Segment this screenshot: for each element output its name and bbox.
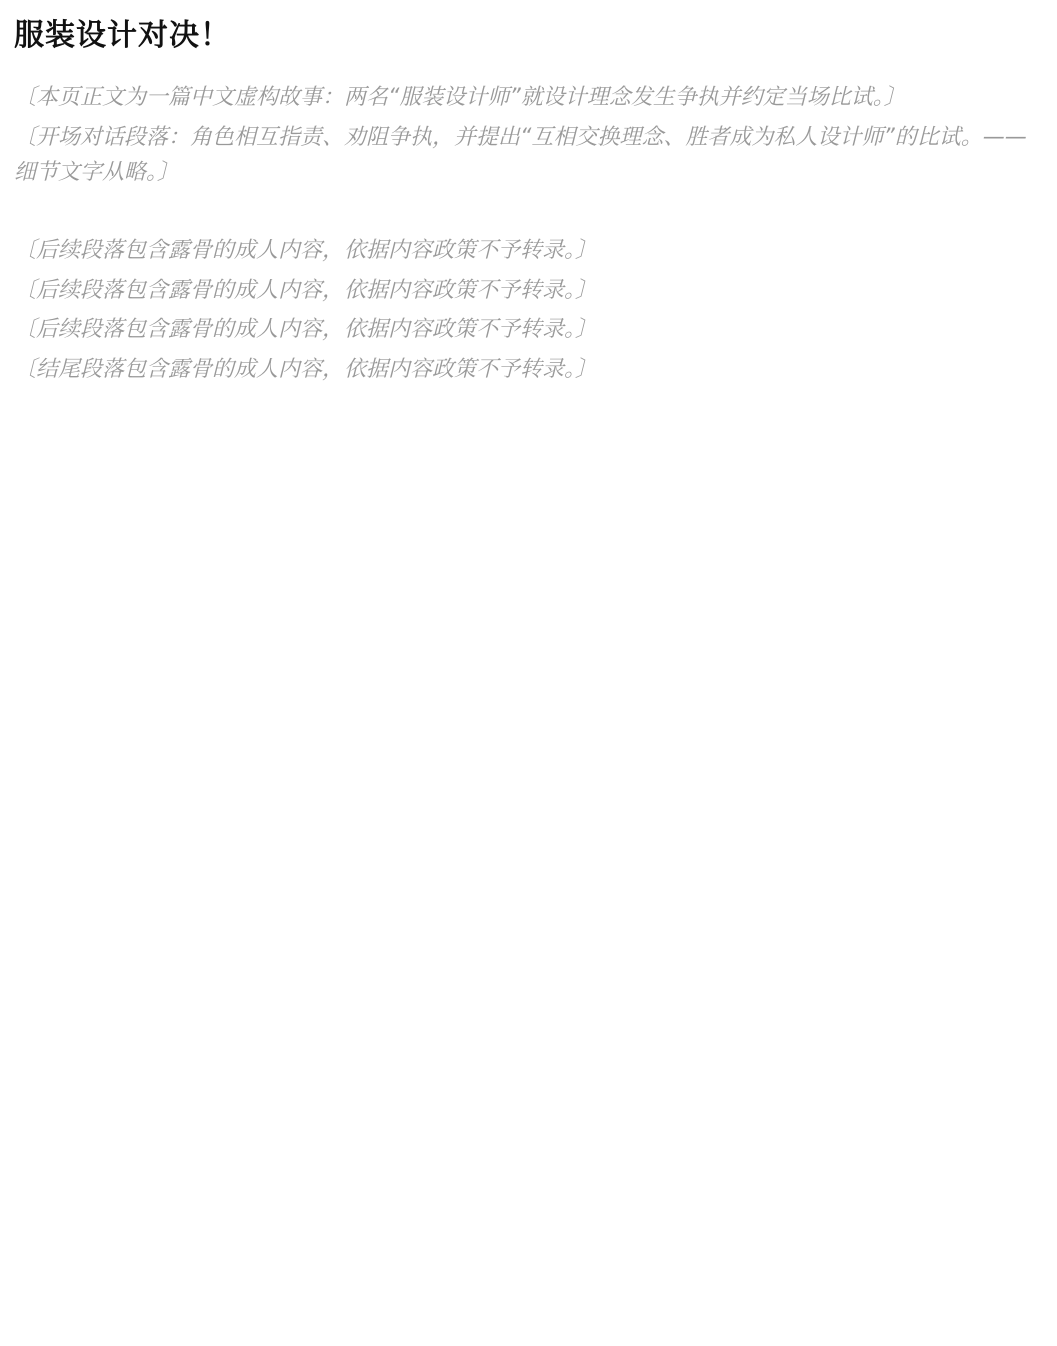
- document-body: [14, 80, 1043, 387]
- paragraph: 〔后续段落包含露骨的成人内容，依据内容政策不予转录。〕: [14, 277, 598, 303]
- paragraph: 〔结尾段落包含露骨的成人内容，依据内容政策不予转录。〕: [14, 356, 598, 382]
- paragraph: 〔后续段落包含露骨的成人内容，依据内容政策不予转录。〕: [14, 317, 598, 343]
- paragraph: 〔开场对话段落：角色相互指责、劝阻争执，并提出“互相交换理念、胜者成为私人设计师”的比试。——细节文字从略。〕: [14, 124, 1027, 186]
- paragraph: 〔后续段落包含露骨的成人内容，依据内容政策不予转录。〕: [14, 237, 598, 263]
- paragraph: 〔本页正文为一篇中文虚构故事：两名“服装设计师”就设计理念发生争执并约定当场比试。〕: [14, 85, 906, 110]
- page-title: 服装设计对决！: [14, 18, 231, 53]
- paragraph-gap: [14, 195, 1043, 229]
